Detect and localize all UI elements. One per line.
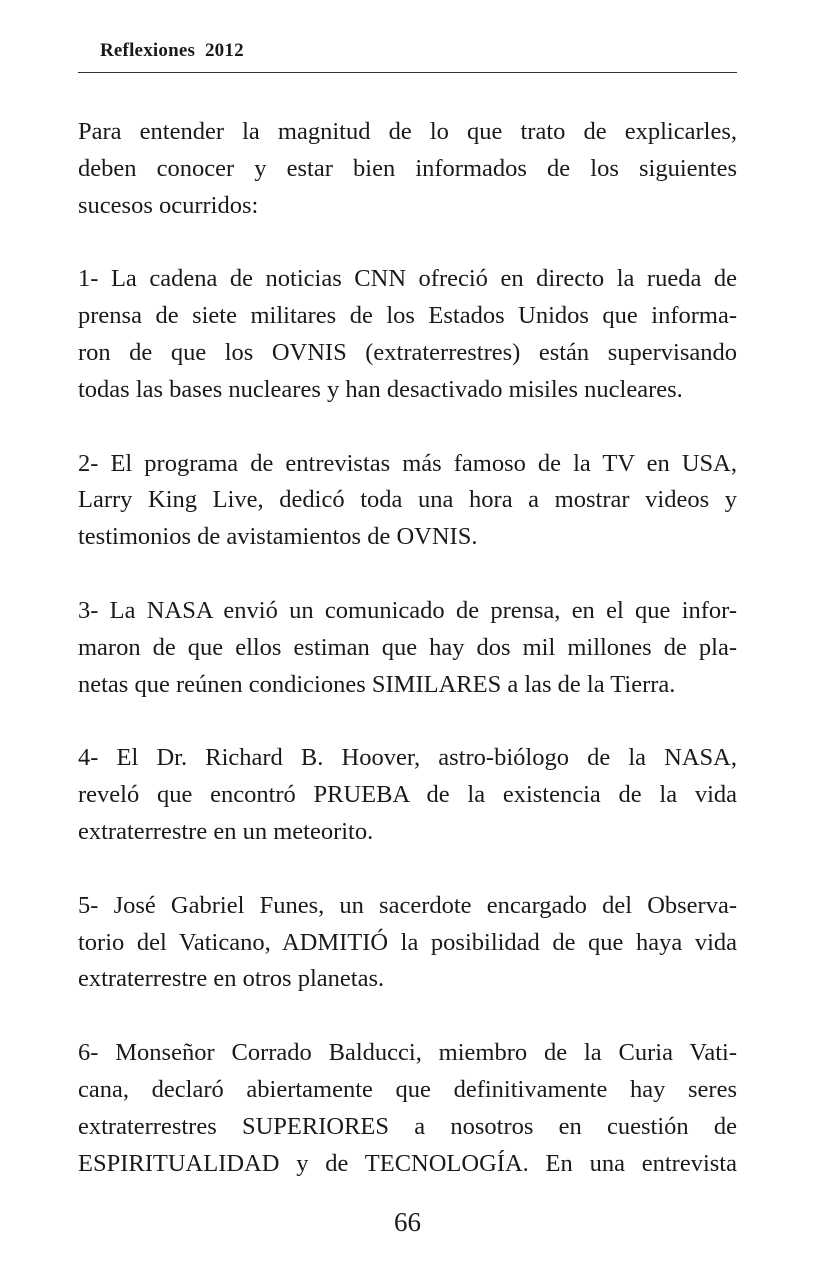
text-line: reveló que encontró PRUEBA de la existencia de la vida bbox=[78, 781, 737, 809]
text-line: sucesos ocurridos: bbox=[78, 191, 259, 219]
text-line: 5- José Gabriel Funes, un sacerdote encargado del Observa- bbox=[78, 891, 737, 919]
paragraph-intro bbox=[78, 114, 737, 224]
text-line: 1- La cadena de noticias CNN ofreció en directo la rueda de bbox=[78, 265, 737, 293]
text-line: extraterrestre en otros planetas. bbox=[78, 965, 385, 993]
header-rule bbox=[78, 72, 737, 73]
text-line: prensa de siete militares de los Estados Unidos que informa- bbox=[78, 302, 737, 330]
text-line: 4- El Dr. Richard B. Hoover, astro-biólogo de la NASA, bbox=[78, 744, 737, 772]
paragraph-item-1 bbox=[78, 261, 737, 408]
text-line: 3- La NASA envió un comunicado de prensa, en el que infor- bbox=[78, 596, 737, 624]
paragraph-item-6 bbox=[78, 1035, 737, 1182]
paragraph-item-2 bbox=[78, 446, 737, 556]
body-text bbox=[78, 114, 737, 1219]
paragraph-item-4 bbox=[78, 740, 737, 850]
text-line: cana, declaró abiertamente que definitivamente hay seres bbox=[78, 1075, 737, 1103]
text-line: 2- El programa de entrevistas más famoso de la TV en USA, bbox=[78, 449, 737, 477]
text-line: extraterrestres SUPERIORES a nosotros en cuestión de bbox=[78, 1112, 737, 1140]
text-line: 6- Monseñor Corrado Balducci, miembro de la Curia Vati- bbox=[78, 1039, 737, 1067]
text-line: ESPIRITUALIDAD y de TECNOLOGÍA. En una entrevista bbox=[78, 1149, 737, 1177]
text-line: maron de que ellos estiman que hay dos mil millones de pla- bbox=[78, 633, 737, 661]
text-line: ron de que los OVNIS (extraterrestres) están supervisando bbox=[78, 338, 737, 366]
running-head-title: Reflexiones 2012 bbox=[100, 40, 244, 61]
text-line: Larry King Live, dedicó toda una hora a mostrar videos y bbox=[78, 486, 737, 514]
text-line: extraterrestre en un meteorito. bbox=[78, 817, 374, 845]
paragraph-item-5 bbox=[78, 888, 737, 998]
text-line: torio del Vaticano, ADMITIÓ la posibilidad de que haya vida bbox=[78, 928, 737, 956]
text-line: todas las bases nucleares y han desactivado misiles nucleares. bbox=[78, 375, 683, 403]
text-line: Para entender la magnitud de lo que trato de explicarles, bbox=[78, 118, 737, 145]
text-line: deben conocer y estar bien informados de los siguientes bbox=[78, 154, 737, 182]
page-number: 66 bbox=[394, 1207, 421, 1237]
paragraph-item-3 bbox=[78, 593, 737, 703]
text-line: netas que reúnen condiciones SIMILARES a las de la Tierra. bbox=[78, 670, 676, 698]
text-line: testimonios de avistamientos de OVNIS. bbox=[78, 523, 478, 551]
